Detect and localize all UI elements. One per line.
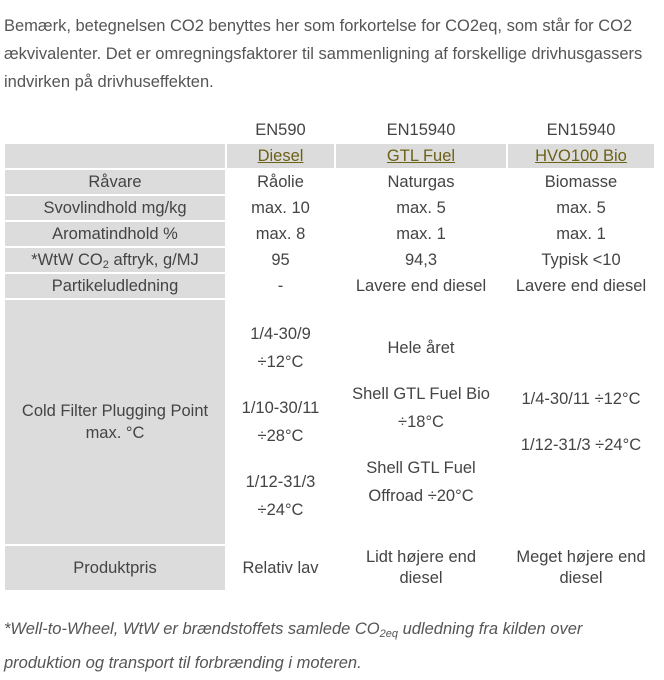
table-row (5, 196, 654, 220)
product-link-diesel[interactable]: Diesel (257, 146, 304, 165)
intro-paragraph: Bemærk, betegnelsen CO2 benyttes her som forkortelse for CO2eq, som står for CO2 ækvivalenter. Det er omregningsfaktorer til sammenligning af forskellige drivhusgassers indvirken på drivhuseffekten. (4, 17, 643, 91)
cell-value: - (277, 276, 284, 295)
product-link-gtl[interactable]: GTL Fuel (386, 146, 456, 165)
cell-value: Naturgas (387, 172, 455, 191)
cell-value: Lidt højere end diesel (365, 548, 477, 587)
cell-value: max. 5 (396, 198, 446, 217)
standard-gtl: EN15940 (386, 120, 456, 139)
cfpp-diesel-cell: 1/4-30/9 ÷12°C 1/10-30/11 ÷28°C 1/12-31/3 ÷24°C (241, 325, 320, 519)
products-corner-cell (5, 144, 225, 168)
standard-hvo: EN15940 (546, 120, 616, 139)
cell-value: 95 (271, 250, 290, 269)
cfpp-row (5, 300, 654, 544)
product-link-hvo[interactable]: HVO100 Bio (535, 146, 627, 165)
row-label-partikeludledning: Partikeludledning (5, 274, 225, 298)
cell-value: max. 1 (396, 224, 446, 243)
cell-value: max. 1 (556, 224, 606, 243)
table-row (5, 170, 654, 194)
table-row (5, 248, 654, 272)
price-row (5, 546, 654, 590)
empty-corner-cell (5, 118, 225, 142)
row-label-cfpp: Cold Filter Plugging Point max. °C (5, 300, 225, 544)
row-label-produktpris: Produktpris (5, 546, 225, 590)
cell-value: Meget højere end diesel (516, 548, 646, 587)
cell-value: Biomasse (544, 172, 618, 191)
cfpp-hvo-cell: 1/4-30/11 ÷12°C 1/12-31/3 ÷24°C (520, 390, 642, 454)
fuel-comparison-table (3, 116, 656, 592)
cell-value: 94,3 (404, 250, 438, 269)
cell-value: max. 5 (556, 198, 606, 217)
row-label-aromatindhold: Aromatindhold % (5, 222, 225, 246)
standards-row (5, 118, 654, 142)
cell-value: Lavere end diesel (355, 276, 487, 295)
cell-value: Typisk <10 (541, 250, 621, 269)
row-label-svovlindhold: Svovlindhold mg/kg (5, 196, 225, 220)
standard-diesel: EN590 (255, 120, 306, 139)
cell-value: Lavere end diesel (515, 276, 647, 295)
table-row (5, 274, 654, 298)
cell-value: Relativ lav (242, 558, 319, 577)
row-label-raavare: Råvare (5, 170, 225, 194)
cell-value: max. 8 (255, 224, 306, 243)
cfpp-gtl-cell: Hele året Shell GTL Fuel Bio ÷18°C Shell GTL Fuel Offroad ÷20°C (352, 339, 490, 505)
cell-value: Råolie (257, 172, 304, 191)
footnote: *Well-to-Wheel, WtW er brændstoffets samlede $CO_{2eq}$ udledning fra kilden over produktion og transport til forbrænding i moteren. (4, 620, 583, 672)
table-row (5, 222, 654, 246)
cell-value: max. 10 (251, 198, 310, 217)
row-label-wtw-co2: *WtW $CO_2$ aftryk, g/MJ (5, 248, 225, 272)
products-row (5, 144, 654, 168)
